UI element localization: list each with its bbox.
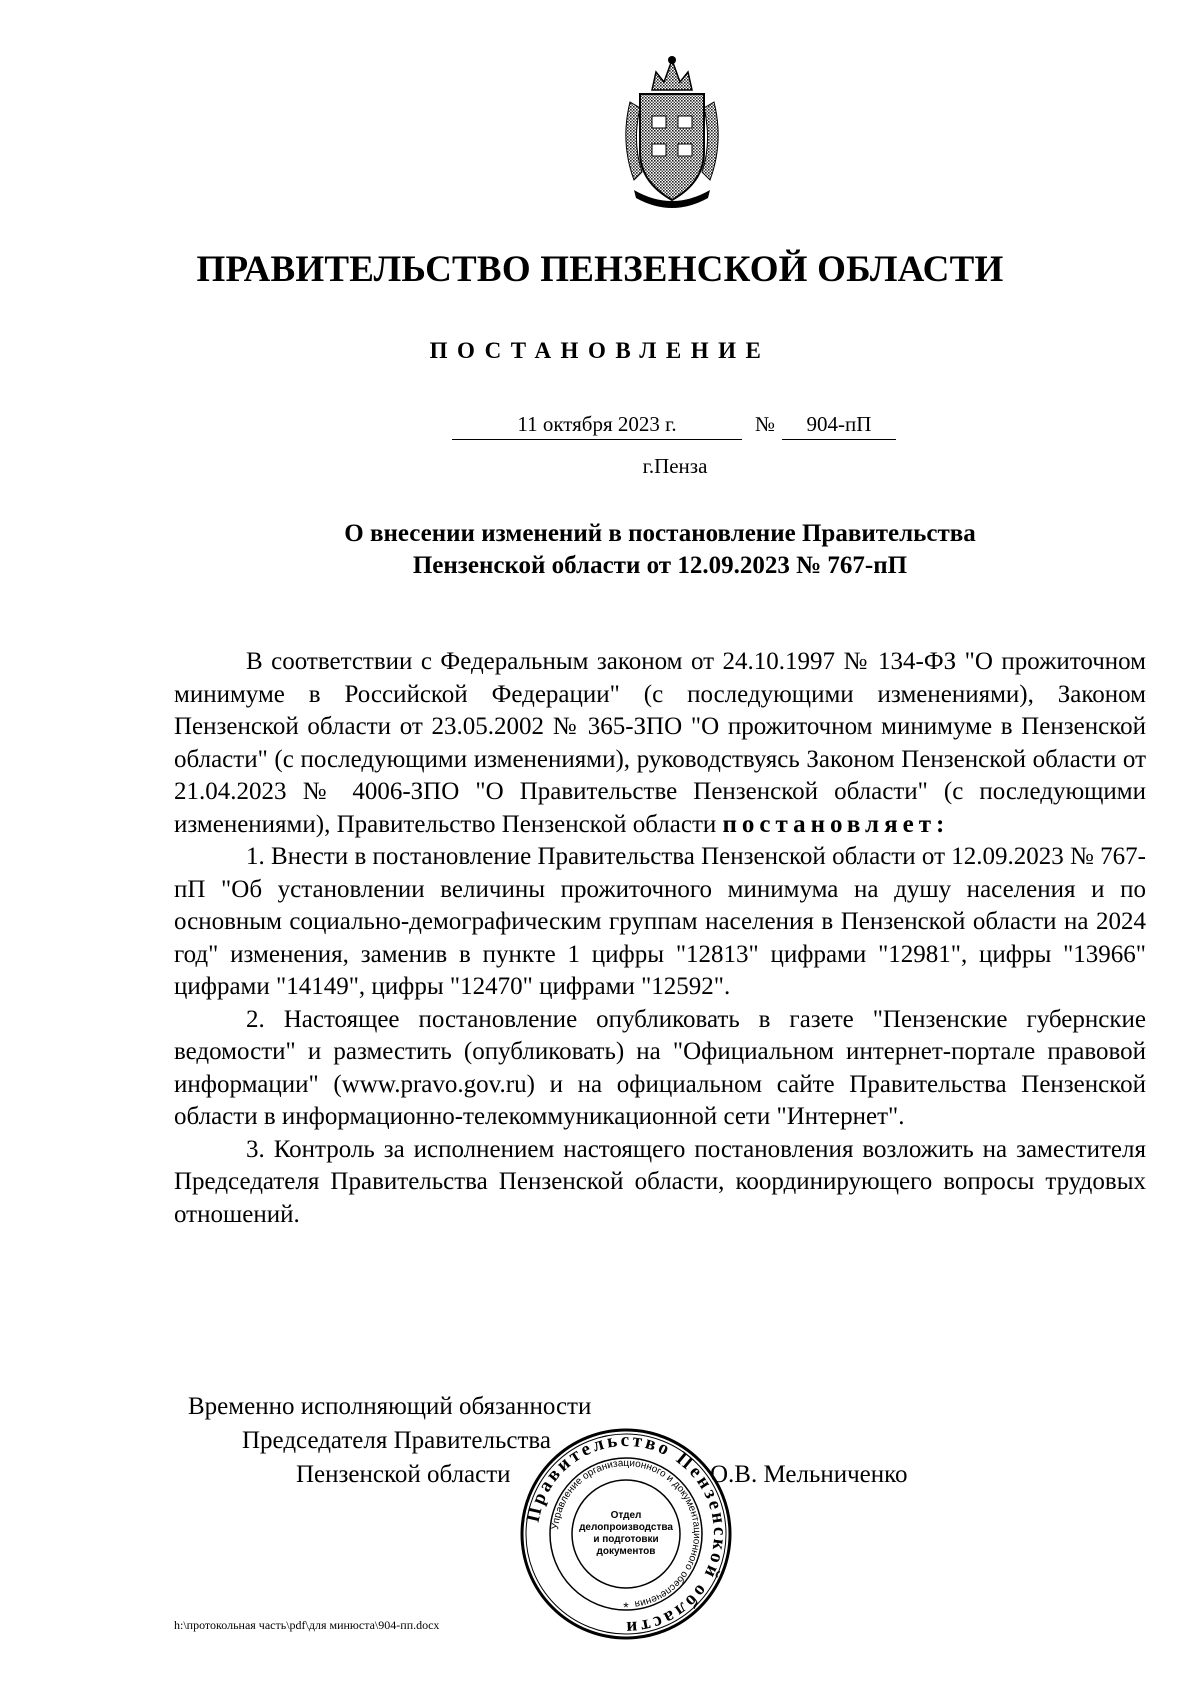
document-body bbox=[174, 646, 1146, 1231]
resolves-keyword: постановляет: bbox=[722, 810, 950, 838]
item-3: 3. Контроль за исполнением настоящего постановления возложить на заместителя Председателя Правительства Пензенской области, координирующего вопросы трудовых отношений. bbox=[174, 1135, 1146, 1228]
signer-name: О.В. Мельниченко bbox=[710, 1461, 908, 1488]
preamble-text: В соответствии с Федеральным законом от 24.10.1997 № 134-ФЗ "О прожиточном минимуме в Российской Федерации" (с последующими изменениями), Законом Пензенской области от 23.05.2002 № 365-ЗПО "О прожиточном минимуме в Пензенской области" (с последующими изменениями), руководствуясь Законом Пензенской области от 21.04.2023 № 4006-ЗПО "О Правительстве Пензенской области" (с последующими изменениями), Правительство Пензенской области bbox=[174, 648, 1146, 838]
file-path-footer: h:\протокольная часть\pdf\для минюста\904-пп.docx bbox=[174, 1618, 440, 1632]
stamp-outer-text: Правительство Пензенской области bbox=[522, 1429, 731, 1639]
document-type: ПОСТАНОВЛЕНИЕ bbox=[429, 338, 771, 363]
subject-line-1: О внесении изменений в постановление Правительства bbox=[344, 520, 976, 547]
official-stamp bbox=[518, 1426, 734, 1642]
subject-line-2: Пензенской области от 12.09.2023 № 767-пП bbox=[412, 552, 908, 579]
document-subject bbox=[180, 518, 1140, 582]
document-date: 11 октября 2023 г. bbox=[452, 412, 742, 440]
document-number: 904-пП bbox=[782, 412, 896, 440]
preamble-paragraph bbox=[174, 646, 1146, 841]
city: г.Пенза bbox=[642, 454, 708, 478]
stamp-middle-text: Управление организационного и документационного обеспечения bbox=[550, 1457, 703, 1610]
signer-title-line-2: Председателя Правительства bbox=[242, 1427, 551, 1454]
svg-text:*: * bbox=[623, 1599, 629, 1615]
coat-of-arms-emblem bbox=[612, 52, 732, 212]
stamp-center-text: Отдел делопроизводства и подготовки документов bbox=[579, 1510, 673, 1557]
item-2: 2. Настоящее постановление опубликовать в газете "Пензенские губернские ведомости" и разместить (опубликовать) на "Официальном интернет-портале правовой информации" (www.pravo.gov.ru) и на официальном сайте Правительства Пензенской области в информационно-телекоммуникационной сети "Интернет". bbox=[174, 1005, 1146, 1130]
signer-title-line-1: Временно исполняющий обязанности bbox=[188, 1393, 592, 1420]
item-1: 1. Внести в постановление Правительства Пензенской области от 12.09.2023 № 767-пП "Об установлении величины прожиточного минимума на душу населения и по основным социально-демографическим группам населения в Пензенской области на 2024 год" изменения, заменив в пункте 1 цифры "12813" цифрами "12981", цифры "13966" цифрами "14149", цифры "12470" цифрами "12592". bbox=[174, 843, 1146, 1000]
signer-title-line-3: Пензенской области bbox=[296, 1461, 511, 1488]
number-sign: № bbox=[754, 412, 776, 436]
organization-title: ПРАВИТЕЛЬСТВО ПЕНЗЕНСКОЙ ОБЛАСТИ bbox=[196, 249, 1004, 290]
